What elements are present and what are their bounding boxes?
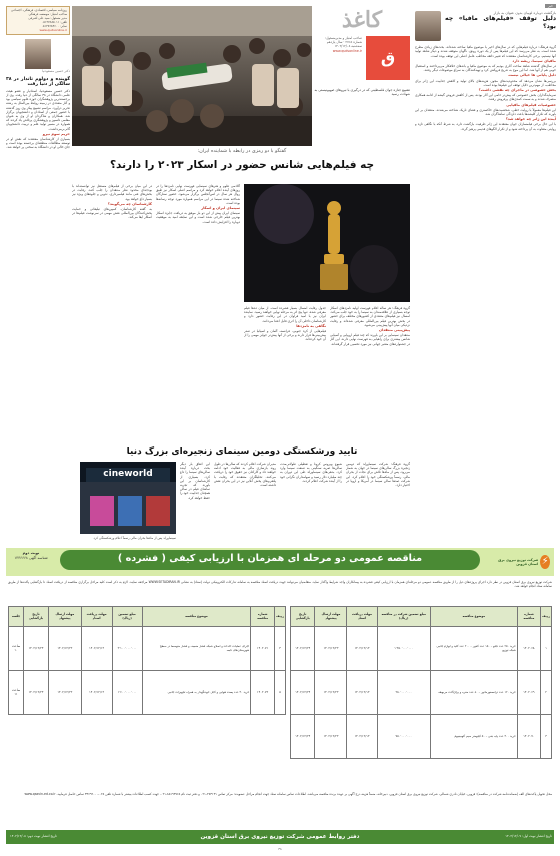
- table-cell-no: ۵: [275, 671, 286, 715]
- section-subhead: آینده این ژانر چه خواهد شد؟: [505, 117, 556, 122]
- table-header-cell: تاریخ بازگشایی: [291, 607, 315, 627]
- page-number: ۳۸: [278, 847, 282, 851]
- table-cell-send: ۱۴۰۲/۱۲/۲۳: [315, 715, 347, 759]
- table-header-cell: مهلت دریافت اسناد: [347, 607, 377, 627]
- tender-footnote: محل تحویل پاکت‌های الف (ضمانت‌نامه شرکت در مناقصه): قزوین، خیابان نادری شمالی، شرکت توزیع نیروی برق استان قزوین، دبیرخانه. ضمناً هزینه درج آگهی بر عهده برنده مناقصه می‌باشد. اطلاعات تماس سامانه ستاد جهت انجام مراحل عضویت: مرکز تماس ۲۷۳۱۳۱-۰۲۱ و دفتر ثبت نام ۸۵۱۹۳۷۶۸-۰۲۱. جهت کسب اطلاعات بیشتر با شماره تلفن ۰۲۸-۳۳۶۹۲۰۰۰ تماس حاصل فرمایید. www.qazvin-ed.co.ir: [24, 792, 552, 796]
- table-header-cell: جلسه: [9, 607, 24, 627]
- publisher-line: مدیر مسئول: سید علی اشرفی: [28, 15, 67, 20]
- table-cell-doc: ۱۴۰۲/۱۲/۱۳: [81, 671, 112, 715]
- tender-table-2: [8, 606, 286, 715]
- obituary-title: گوینده و دولوم تاندار در ۳۸ سالگی از دنیا رفت: [6, 76, 70, 88]
- cineworld-caption: سینماورلد پس از ماه‌ها بحران مالی رسماً اعلام ورشکستگی کرد: [93, 536, 176, 540]
- table-cell-doc: ۱۴۰۲/۱۲/۱۳: [347, 671, 377, 715]
- cine-text: این اتفاق بار دیگر بحث درباره آینده سالن‌های سینما را داغ کرد. بسیاری از کارشناسان بر این باورند که تجربه تماشای فیلم در سالن همچنان جذابیت خود را حفظ خواهد کرد.: [180, 462, 210, 500]
- article-column-4: [72, 184, 152, 441]
- table-header-cell: مهلت دریافت اسناد: [81, 607, 112, 627]
- article-subhead: نگاهی به نامزدها: [296, 323, 326, 328]
- table-row: [291, 715, 552, 759]
- table-cell-desc: خرید ۲۵۰ عدد تابلو – ۱۵۰ عدد کنتور – ۲۰۰ عدد کلید و لوازم جانبی شبکه توزیع: [430, 627, 517, 671]
- section-subhead: خصوصیات فیلم‌های مافیایی: [506, 102, 556, 107]
- table-header-cell: مبلغ تضمین (ریال): [112, 607, 142, 627]
- publisher-line: روزنامه سیاسی، اقتصادی، فرهنگی، اجتماعی: [10, 8, 67, 12]
- brand-title: کاغذ: [341, 7, 383, 33]
- section-text: در سال‌های گذشته شاهد ساخت آثاری بودیم که به موضوع مافیا و باندهای خلافکار می‌پرداختند و استقبال خوبی هم از آنها شد. اما این موج به تدریج فروکش کرد و تهیه‌کنندگان به سراغ موضوعات دیگر رفتند.: [415, 64, 556, 73]
- table-cell-meet: ساعت ۱۱: [9, 671, 24, 715]
- table-cell-guarantee: ۱٬۶۰۰٬۰۰۰٬۰۰۰: [112, 671, 142, 715]
- section-subhead: بخش خصوصی در ماجرای چه نقشی داشت؟: [478, 88, 556, 93]
- article-subhead: کارشناسان چه می‌گویند؟: [107, 201, 152, 206]
- table-cell-send: ۱۴۰۲/۱۲/۲۳: [315, 627, 347, 671]
- table-header-cell: مهلت ارسال پیشنهاد: [315, 607, 347, 627]
- section-text: این فیلم‌ها معمولاً با روایت خطی، شخصیت‌های خاکستری و فضای تاریک شناخته می‌شدند. منتقدان بر این باورند که تکرار کلیشه‌ها باعث دلزدگی تماشاگران شد.: [415, 107, 556, 117]
- obituary-subtitle: حریم سوم نیرو: [42, 131, 70, 136]
- table-row: [291, 671, 552, 715]
- table-cell-open: ۱۴۰۲/۱۲/۲۴: [291, 715, 315, 759]
- article-headline: دلیل توقف «فیلم‌های مافیا» چه بود؟: [445, 15, 556, 30]
- tender-title: مناقصه عمومی دو مرحله ای همزمان با ارزیابی کیفی ( فشرده ): [117, 553, 423, 564]
- article-text: در این میان برخی از فیلم‌های مستقل نیز توانسته‌اند با بودجه‌ای محدود نظر منتقدان را جلب کنند. رقابت در بخش‌های فنی مانند فیلمبرداری، تدوین و جلوه‌های ویژه نیز بسیار داغ خواهد بود.: [72, 184, 152, 201]
- cineworld-photo: [80, 462, 176, 534]
- right-column-article: [415, 4, 556, 544]
- table-cell-guarantee: ۲٬۱۰۰٬۰۰۰٬۰۰۰: [112, 627, 142, 671]
- table-cell-no: ۲: [541, 671, 552, 715]
- table-cell-send: ۱۴۰۲/۱۲/۲۳: [48, 627, 81, 671]
- table-header-cell: مبلغ تضمین شرکت در مناقصه (ریال): [377, 607, 430, 627]
- table-cell-code: ۱۴۰۲۰۷۰: [517, 715, 540, 759]
- table-cell-desc: اجرای عملیات احداث و اصلاح شبکه فشار ضعیف و فشار متوسط در سطح شهرستان‌های تابعه: [142, 627, 251, 671]
- obituary-author: دکتر حسین مسعودنیا: [42, 69, 70, 74]
- publisher-box: [6, 6, 70, 35]
- table-cell-doc: ۱۴۰۲/۱۲/۱۳: [81, 627, 112, 671]
- table-header-cell: موضوع مناقصه: [142, 607, 251, 627]
- table-cell-desc: خرید ۳۰۰ عدد پایه بتنی – ۵۰ کیلومتر سیم آلومینیوم: [430, 715, 517, 759]
- table-cell-open: ۱۴۰۲/۱۲/۲۴: [24, 627, 49, 671]
- cine-column-3: [214, 462, 276, 542]
- cine-column-2: [280, 462, 342, 542]
- article-text: منتقدان سینمایی بر این باورند که چند فیلم اروپایی و آسیایی شانس بیشتری برای راهیابی به فهرست نهایی دارند. این آثار در جشنواره‌های معتبر جهانی نیز مورد تحسین قرار گرفته‌اند.: [330, 333, 410, 346]
- article-text: به گفته کارشناسان، کمپین‌های تبلیغاتی و حمایت پخش‌کنندگان بین‌المللی نقش مهمی در سرنوشت فیلم‌ها در اسکار ایفا می‌کند.: [72, 207, 152, 220]
- obituary-body-2: بسیاری از کارشناسان معتقدند که نقش او در توسعه مطالعات منطقه‌ای برجسته بوده است و جای خالی او در دانشگاه به سختی پر خواهد شد.: [6, 137, 70, 150]
- article-text: جدول رقابت امسال بسیار فشرده است. از میان ده‌ها فیلم معرفی شده، تنها پنج اثر به مرحله نهایی خواهند رسید. نماینده ایران نیز با امید فراوان در این رقابت حضور دارد و کارشناسان داخلی آن را اثری قابل اعتنا می‌دانند.: [244, 306, 326, 323]
- table-row: [291, 627, 552, 671]
- table-header-cell: ردیف: [275, 607, 286, 627]
- table-cell-code: ۱۴۰۲۰۶۸: [517, 627, 540, 671]
- section-subhead: دلیل پایانی ها خیالی نیست: [508, 73, 556, 78]
- table-header-cell: ردیف: [541, 607, 552, 627]
- table-cell-no: ۱: [541, 627, 552, 671]
- table-cell-guarantee: ۱٬۲۵۰٬۰۰۰٬۰۰۰: [377, 627, 430, 671]
- obituary-body: دکتر حسین مسعودنیا، استادیار و عضو هیئت علمی دانشگاه در ۳۸ سالگی از دنیا رفت. وی از برجسته‌ترین پژوهشگران حوزه علوم سیاسی بود و آثار متعددی در زمینه روابط بین‌الملل به رشته تحریر درآورد. مراسم تشییع پیکر وی روز گذشته با حضور جمعی از استادان و دانشجویان برگزار شد. همکاران و شاگردان او از وی به عنوان معلمی دلسوز و پژوهشگری پرتلاش یاد کردند که همواره در مسیر تولید علم و تربیت دانشجویان گام برمی‌داشت.: [6, 88, 70, 131]
- tender-table-1: [290, 606, 552, 759]
- cine-text: شیوع ویروس کرونا و تعطیلی طولانی‌مدت سالن‌ها ضربه سنگینی به صنعت سینما وارد کرد. بدهی‌های سینماورلد طی این دوران به چند میلیارد دلار رسید و سهامداران نگرانی خود را از آینده شرکت اعلام کردند.: [280, 462, 342, 483]
- crowd-image: [72, 6, 312, 146]
- table-header-cell: موضوع مناقصه: [430, 607, 517, 627]
- oscar-photo: [244, 184, 410, 302]
- author-photo: [415, 11, 441, 41]
- oscar-statue-image: [244, 184, 410, 302]
- cine-text: گروه فرهنگ: شرکت سینماورلد که دومین زنجیره بزرگ سالن‌های سینما در جهان به شمار می‌رود، پس از ماه‌ها تلاش برای نجات از بحران مالی، رسماً ورشکستگی خود را اعلام کرد. این شرکت صدها سالن سینما در آمریکا و اروپا در اختیار دارد.: [346, 462, 410, 488]
- table-cell-desc: خرید ۱۲۰ عدد ترانسفورماتور – ۸۰ عدد مقره و یراق‌آلات مربوطه: [430, 671, 517, 715]
- cine-column-4: [180, 462, 210, 542]
- table-cell-no: ۳: [541, 715, 552, 759]
- main-article-title: چه فیلم‌هایی شانس حضور در اسکار ۲۰۲۳ را دارند؟: [109, 159, 375, 171]
- table-cell-open: ۱۴۰۲/۱۲/۲۴: [24, 671, 49, 715]
- notice-code: شناسه آگهی ۱۴۳۶۶۶۸: [14, 556, 48, 560]
- table-cell-send: ۱۴۰۲/۱۲/۲۳: [48, 671, 81, 715]
- lightning-icon: ⚡: [541, 556, 549, 567]
- second-publish-date: تاریخ انتشار نوبت دوم: ۱۴۰۲/۱۲/۰۸: [10, 834, 57, 838]
- tender-footer-text: دفتر روابط عمومی شرکت توزیع نیروی برق استان قزوین: [200, 834, 360, 840]
- masthead-line: شماره ۲۷۱۵ · سال یازدهم: [326, 40, 362, 45]
- table-cell-code: ۱۴۰۲۰۷۲: [251, 671, 275, 715]
- left-column: [6, 6, 70, 541]
- author-photo: [25, 39, 51, 69]
- table-cell-no: ۴: [275, 627, 286, 671]
- brand-logo: ق: [366, 36, 410, 80]
- cine-text: مدیران شرکت اعلام کردند که سالن‌ها در طول روند بازسازی مالی به فعالیت خود ادامه خواهند داد و کارکنان نیز حقوق خود را دریافت می‌کنند. تحلیلگران معتقدند که رقابت با پلتفرم‌های پخش آنلاین نیز در این بحران نقش داشته است.: [214, 462, 276, 488]
- company-logo: [494, 551, 550, 573]
- article-text: آکادمی علوم و هنرهای سینمایی فهرست نهایی نامزدها را در روزهای آینده اعلام خواهد کرد و مراسم اصلی اسکار نیز طبق روال هر سال در لس‌آنجلس برگزار می‌شود. حضور ستارگان شناخته شده سینما در این مراسم همواره مورد توجه رسانه‌ها بوده است.: [156, 184, 240, 205]
- section-text: با این حال برخی فیلمسازان جوان معتقدند این ژانر ظرفیت بازگشت دارد، به شرط آنکه با نگاهی تازه و روایتی متفاوت به آن پرداخته شود و از تکرار الگوهای قدیمی پرهیز گردد.: [415, 122, 556, 131]
- table-cell-code: ۱۴۰۲۰۷۱: [251, 627, 275, 671]
- article-column-2: [244, 306, 326, 441]
- section-text: سرمایه‌گذاران بخش خصوصی که پیش‌تر حامی این آثار بودند، پس از کاهش فروش گیشه از ادامه همکاری منصرف شدند و به سمت کمدی‌های پرفروش رفتند.: [415, 93, 556, 102]
- section-text: گروه فرهنگ: درباره فیلم‌هایی که در سال‌های اخیر با موضوع مافیا ساخته شده‌اند، بحث‌های زیادی مطرح شده است. به نظر می‌رسد که این فیلم‌ها پس از یک دوره رونق، ناگهان متوقف شدند و دیگر شاهد تولید آنها نیستیم. برخی کارشناسان معتقدند که تغییر ذائقه مخاطب عامل اصلی این توقف بوده است.: [415, 45, 556, 58]
- hero-caption: تشییع جنازه جوان فلسطینی که در درگیری با نیروهای صهیونیستی به شهادت رسید: [314, 88, 410, 97]
- article-text: فیلم‌هایی از کره جنوبی، فرانسه، آلمان و اسپانیا در صدر پیش‌بینی‌ها قرار دارند و برخی از آنها پیش‌تر جوایز مهمی را از آن خود کرده‌اند.: [244, 329, 326, 342]
- table-header-cell: تاریخ بازگشایی: [24, 607, 49, 627]
- masthead-line: صاحب امتیاز و مدیرمسئول:: [325, 36, 362, 40]
- section-text: بررسی‌ها نشان می‌دهد که محدودیت‌های مجوز، هزینه‌های بالای تولید و کاهش جذابیت این ژانر برای مخاطب، از مهم‌ترین دلایل توقف این فیلم‌ها بوده است.: [415, 78, 556, 87]
- cineworld-sign: cineworld: [103, 469, 153, 479]
- table-cell-desc: خرید ۴۰ عدد پست هوایی و کابل خودنگهدار به همراه تجهیزات جانبی: [142, 671, 251, 715]
- table-cell-doc: ۱۴۰۲/۱۲/۱۳: [347, 715, 377, 759]
- table-header-cell: شماره مناقصه: [517, 607, 540, 627]
- main-article-kicker: گفتگو با دو رمزی در رابطه با شماینده ایران:: [197, 149, 287, 154]
- tender-intro: شرکت توزیع نیروی برق استان قزوین در نظر دارد اجرای پروژه‌های ذیل را از طریق مناقصه عمومی دو مرحله‌ای همزمان با ارزیابی کیفی فشرده به پیمانکاران واجد شرایط واگذار نماید. متقاضیان می‌توانند جهت دریافت اسناد مناقصه به سامانه تدارکات الکترونیکی دولت (ستاد) به نشانی WWW.SETADIRAN.IR مراجعه نمایند. لازم به ذکر است کلیه مراحل برگزاری مناقصه از دریافت اسناد تا بازگشایی پاکت‌ها از طریق سامانه ستاد انجام خواهد شد.: [8, 580, 552, 589]
- masthead-line: سه‌شنبه ۱۴۰۲/۱۲/۰۸: [334, 44, 362, 49]
- publisher-line: نمابر: ۰۵۱۳۷۶۸۴۶۰۰: [41, 23, 67, 28]
- table-cell-code: ۱۴۰۲۰۶۹: [517, 671, 540, 715]
- article-subhead: سینمای ایران و اسکار: [201, 206, 240, 211]
- table-cell-open: ۱۴۰۲/۱۲/۲۴: [291, 671, 315, 715]
- publisher-link[interactable]: www.qudsonline.ir: [39, 27, 67, 32]
- article-kicker: بازگشت دوباره لوبیان بدون عنوان به بازار: [493, 11, 556, 16]
- table-cell-send: ۱۴۰۲/۱۲/۲۳: [315, 671, 347, 715]
- article-text: گروه فرهنگ: هر ساله اعلام فهرست اولیه نامزدهای اسکار توجه بسیاری از علاقه‌مندان به سینما را به خود جلب می‌کند. امسال نیز فیلم‌های متعددی از کشورهای مختلف برای حضور در بخش بهترین فیلم بین‌المللی معرفی شده‌اند و رقابت نزدیکی میان آنها پیش‌بینی می‌شود.: [330, 306, 410, 327]
- table-cell-open: ۱۴۰۲/۱۲/۲۴: [291, 627, 315, 671]
- article-column-3: [156, 184, 240, 441]
- table-header-cell: شماره مناقصه: [251, 607, 275, 627]
- article-subhead: پیش‌بینی منتقدان: [378, 328, 410, 333]
- table-cell-guarantee: ۹۸۰٬۰۰۰٬۰۰۰: [377, 671, 430, 715]
- section-subhead: مافیای سینما، ریشه دارد: [512, 58, 556, 63]
- table-cell-guarantee: ۷۵۰٬۰۰۰٬۰۰۰: [377, 715, 430, 759]
- table-header-cell: مهلت ارسال پیشنهاد: [48, 607, 81, 627]
- website-link[interactable]: www.qudsonline.ir: [332, 48, 362, 53]
- table-row: [9, 627, 286, 671]
- masthead: [314, 8, 410, 140]
- hero-photo: [72, 6, 312, 146]
- table-cell-doc: ۱۴۰۲/۱۲/۱۳: [347, 627, 377, 671]
- table-row: [9, 671, 286, 715]
- cineworld-title: تایید ورشکستگی دومین سینمای زنجیره‌ای بزرگ دنیا: [126, 447, 358, 457]
- cine-column-1: [346, 462, 410, 542]
- table-cell-meet: ساعت ۱۰: [9, 627, 24, 671]
- tender-notice-info: [8, 551, 54, 561]
- article-column-1: [330, 306, 410, 441]
- publisher-line: تلفن: ۰۵۱۳۷۶۸۵۰۱۱: [41, 19, 67, 24]
- article-text: سینمای ایران پیش از این دو بار موفق به دریافت جایزه اسکار بهترین فیلم خارجی شده است و این سابقه امید به موفقیت دوباره را افزایش داده است.: [156, 211, 240, 224]
- company-name: شرکت توزیع نیروی برق استان قزوین: [498, 557, 539, 566]
- notice-round: نوبت دوم: [22, 551, 40, 555]
- news-badge: خبر: [545, 4, 556, 8]
- first-publish-date: تاریخ انتشار نوبت اول: ۱۴۰۲/۱۲/۰۷: [505, 834, 552, 838]
- publisher-line: صاحب امتیاز: موسسه فرهنگی: [28, 11, 67, 16]
